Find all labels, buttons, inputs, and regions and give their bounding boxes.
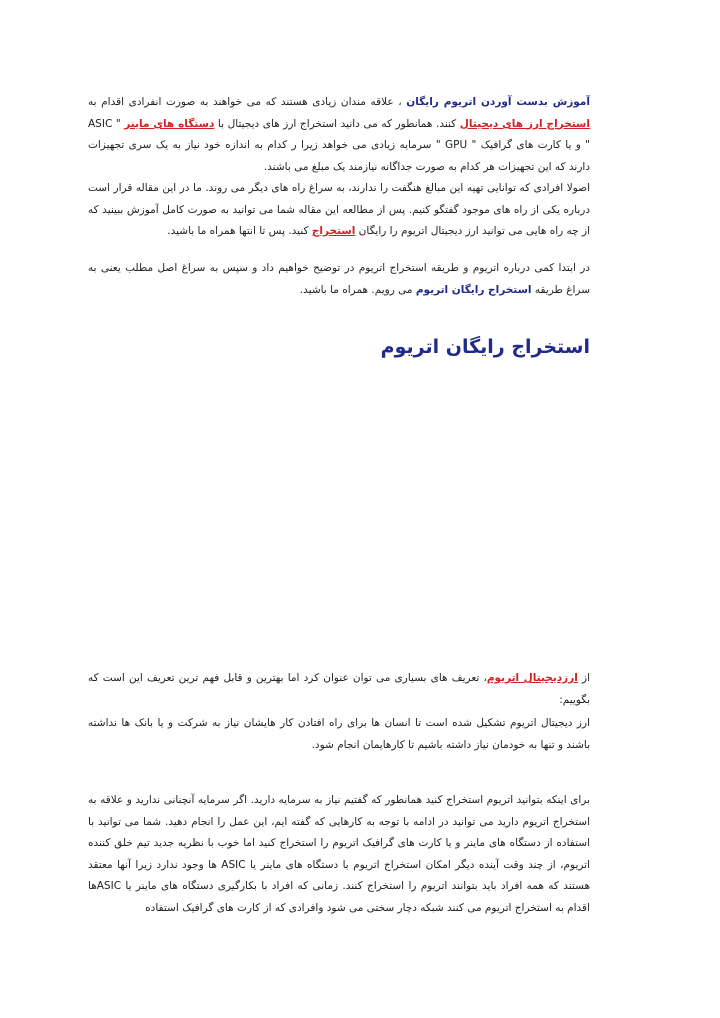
third-text-1: در ابتدا کمی درباره اتریوم و طریقه استخراج اتریوم در توضیح خواهیم داد و سپس به سراغ اصل مطلب یعنی به سراغ طریقه <box>88 262 590 296</box>
link-miner-devices[interactable]: دستگاه های ماینر <box>124 117 215 130</box>
definition-text-2: ، تعریف های بسیاری می توان عنوان کرد اما بهترین و قابل فهم ترین تعریف این است که بگوییم: <box>88 672 590 706</box>
definition-text-1: از <box>577 672 590 684</box>
intro-text-3: " ASIC " و یا کارت های گرافیک " GPU " سرمایه زیادی می خواهد زیرا ر کدام به اندازه خود نیاز به یک سری تجهیزات دارند که این تجهیزات هر کدام به صورت جداگانه نیازمند یک مبلغ می باشند. <box>88 117 591 173</box>
intro-paragraph <box>88 92 590 178</box>
intro-text-1: ، علاقه مندان زیادی هستند که می خواهند به صورت انفرادی اقدام به <box>88 96 407 108</box>
definition-paragraph <box>88 668 590 711</box>
second-text-2: کنید. پس تا انتها همراه ما باشید. <box>167 225 312 237</box>
mining-text: برای اینکه بتوانید اتریوم استخراج کنید همانطور که گفتیم نیاز به سرمایه دارید. اگر سرمایه آنچنانی ندارید و علاقه به استخراج اتریوم دارید می توانید در ادامه با توجه به کارهایی که گفته ایم، این عمل را انجام دهید. شما می توانید با استفاده از دستگاه های ماینر و یا کارت های گرافیک اتریوم را استخراج کنید اما خوب با نظریه جدید تیم خلق کننده اتریوم، از چند وقت آینده دیگر امکان استخراج اتریوم با دستگاه های ماینر یا ASIC ها وجود ندارد زیرا آنها معتقد هستند که همه افراد باید بتوانند اتریوم را استخراج کنند. زمانی که افراد با بکارگیری دستگاه های ماینر یا ASICها اقدام به استخراج اتریوم می کنند شبکه دچار سختی می شود وافرادی که از کارت های گرافیک استفاده <box>88 794 590 914</box>
mining-explanation-paragraph <box>88 790 590 919</box>
third-paragraph <box>88 258 590 301</box>
second-text-1: اصولا افرادی که توانایی تهیه این مبالغ هنگفت را ندارند، به سراغ راه های دیگر می روند. ما در این مقاله قرار است درباره یکی از راه های موجود گفتگو کنیم. پس از مطالعه این مقاله شما می توانید به صورت کامل آموزش ببینید که از چه راه هایی می توانید ارز دیجیتال اتریوم را رایگان <box>88 182 590 237</box>
link-ethereum-crypto[interactable]: ارزدیجیتال اتریوم <box>486 672 578 684</box>
link-mining[interactable]: استخراج <box>311 225 356 237</box>
third-bold: استخراج رایگان اتریوم <box>415 283 532 296</box>
ethereum-purpose-paragraph <box>88 713 590 756</box>
second-paragraph <box>88 178 590 243</box>
purpose-text: ارز دیجیتال اتریوم تشکیل شده است تا انسان ها برای راه افتادن کار هایشان نیاز به شرکت و یا بانک ها نداشته باشند و تنها به خودمان نیاز داشته باشیم تا کارهایمان انجام شود. <box>88 717 590 751</box>
third-text-2: می رویم. همراه ما باشید. <box>299 283 416 296</box>
intro-text-2: کنند. همانطور که می دانید استخراج ارز های دیجیتال با <box>214 117 460 130</box>
link-crypto-mining[interactable]: استخراج ارز های دیجیتال <box>459 117 590 130</box>
section-heading: استخراج رایگان اتریوم <box>380 336 590 358</box>
intro-bold-title: آموزش بدست آوردن اتریوم رایگان <box>406 96 590 108</box>
